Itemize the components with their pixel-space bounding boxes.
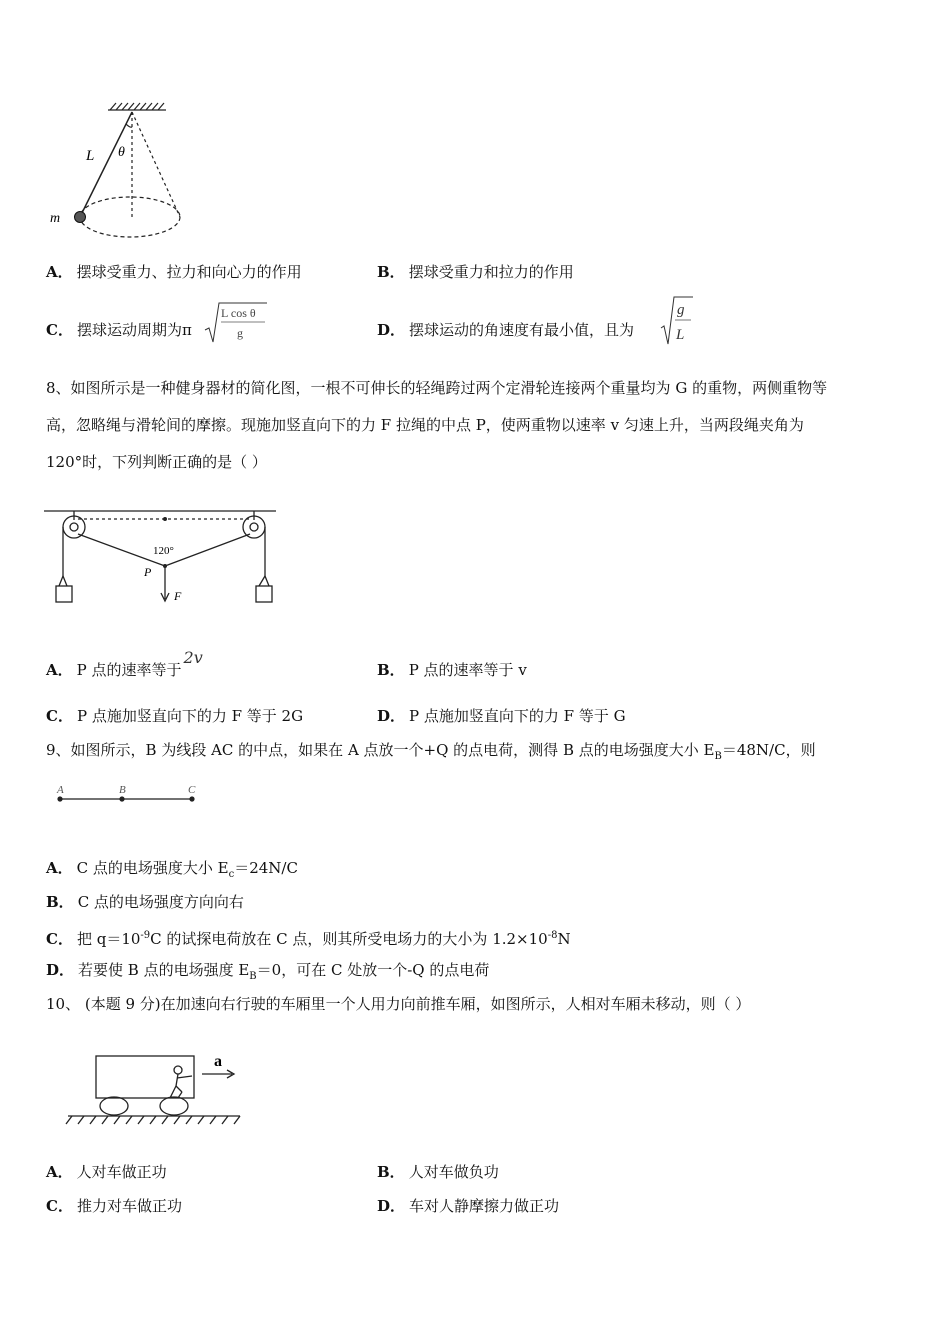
q8-option-d[interactable]: D． P 点施加竖直向下的力 F 等于 G xyxy=(377,707,626,725)
q7-option-d[interactable]: D． 摆球运动的角速度有最小值，且为 xyxy=(377,321,635,339)
q9-stem: 9、如图所示，B 为线段 AC 的中点，如果在 A 点放一个+Q 的点电荷，测得 B 点的电场强度大小 $E_B=48N/C$，则 xyxy=(46,741,816,762)
sqrt-formula-c xyxy=(203,300,269,346)
formula-c-numerator: L cos θ xyxy=(221,306,256,320)
formula-d-denominator: L xyxy=(676,327,685,343)
q9-option-c[interactable]: C． 把 $q=10^{-9}C$ 的试探电荷放在 C 点，则其所受电场力的大小为 $1.2\times 10^{-8}N$ xyxy=(46,930,571,948)
q10-option-d[interactable]: D． 车对人静摩擦力做正功 xyxy=(377,1197,560,1215)
q7-option-a[interactable]: A． 摆球受重力、拉力和向心力的作用 xyxy=(46,263,302,281)
q9-option-d[interactable]: D． 若要使 B 点的电场强度 $E_B=0$，可在 C 处放一个-Q 的点电荷 xyxy=(46,961,490,982)
q9-option-b[interactable]: B． C 点的电场强度方向向右 xyxy=(46,893,244,911)
q7-option-b[interactable]: B． 摆球受重力和拉力的作用 xyxy=(377,263,574,281)
q10-stem: 10、 (本题 9 分)在加速向右行驶的车厢里一个人用力向前推车厢，如图所示，人相对车厢未移动，则（ ） xyxy=(46,995,751,1013)
q8-stem-line1: 8、如图所示是一种健身器材的简化图，一根不可伸长的轻绳跨过两个定滑轮连接两个重量均为 G 的重物，两侧重物等 xyxy=(46,379,828,397)
formula-d-numerator: g xyxy=(677,302,685,318)
q8-option-c[interactable]: C． P 点施加竖直向下的力 F 等于 2G xyxy=(46,707,304,725)
conical-pendulum-figure xyxy=(44,100,194,245)
label-B: B xyxy=(119,784,126,796)
q7-option-c[interactable]: C． 摆球运动周期为π xyxy=(46,321,192,339)
q8-stem xyxy=(46,370,914,481)
q9-option-a[interactable]: A． C 点的电场强度大小 $E_c=24N/C$ xyxy=(46,859,298,880)
q10-option-c[interactable]: C． 推力对车做正功 xyxy=(46,1197,182,1215)
label-angle: 120° xyxy=(153,545,174,557)
label-L: L xyxy=(86,148,95,164)
q8-option-b[interactable]: B． P 点的速率等于 v xyxy=(377,661,527,679)
label-m: m xyxy=(50,211,61,226)
label-theta: θ xyxy=(118,145,125,160)
q10-option-a[interactable]: A． 人对车做正功 xyxy=(46,1163,167,1181)
q10-option-b[interactable]: B． 人对车做负功 xyxy=(377,1163,499,1181)
label-acceleration: a xyxy=(214,1053,222,1070)
formula-c-denominator: g xyxy=(237,326,243,340)
sqrt-formula-d xyxy=(659,294,695,348)
pulley-figure xyxy=(44,494,278,612)
label-P: P xyxy=(144,565,152,579)
label-F: F xyxy=(174,589,182,603)
q8-stem-line3: 120°时，下列判断正确的是（ ） xyxy=(46,453,267,471)
q8-stem-line2: 高，忽略绳与滑轮间的摩擦。现施加竖直向下的力 F 拉绳的中点 P，使两重物以速率 v 匀速上升，当两段绳夹角为 xyxy=(46,416,804,434)
q8-option-a-value: 2v xyxy=(183,648,203,667)
q8-option-a[interactable]: A． P 点的速率等于2v xyxy=(46,648,203,679)
label-A: A xyxy=(57,784,64,796)
line-segment-figure xyxy=(52,780,202,806)
label-C: C xyxy=(188,784,196,796)
train-car-figure xyxy=(64,1046,244,1128)
